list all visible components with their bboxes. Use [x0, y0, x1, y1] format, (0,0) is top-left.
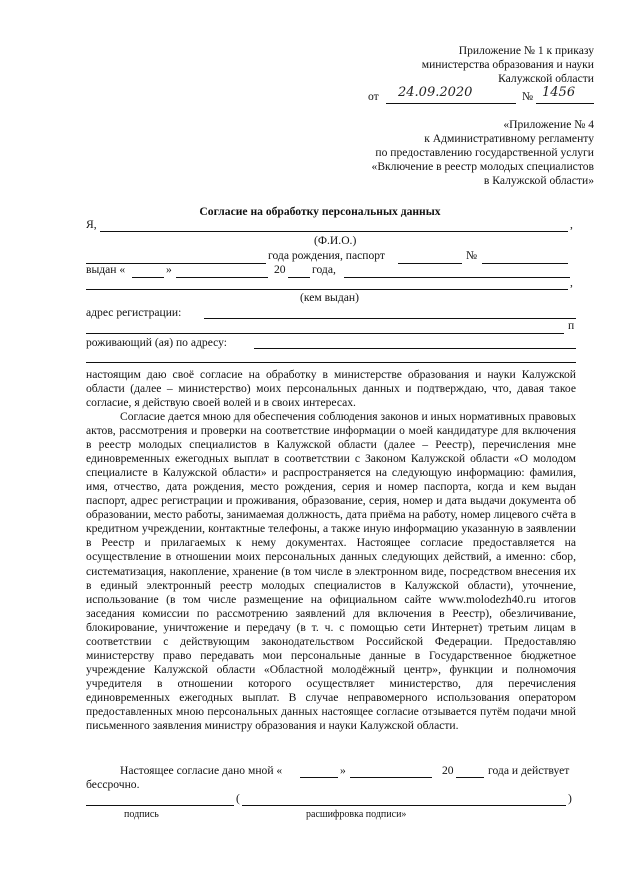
sign-open-paren: ( [236, 792, 240, 805]
given-quote: » [340, 764, 346, 777]
passport-series-field [398, 263, 462, 264]
given-suffix: года и действует [488, 764, 570, 777]
issued-year-prefix: 20 [274, 263, 286, 276]
address-field-1 [204, 318, 576, 319]
given-year-field [456, 777, 484, 778]
residence-field-2 [86, 362, 576, 363]
given-day-field [300, 777, 338, 778]
address-field-2 [86, 333, 564, 334]
header-line-3: Калужской области [498, 72, 594, 85]
document-title: Согласие на обработку персональных данных [199, 205, 441, 218]
issued-by-field-2 [86, 289, 568, 290]
issued-quote-close: » [166, 263, 172, 276]
fio-field [100, 231, 568, 232]
issued-comma: , [570, 276, 573, 289]
decode-caption: расшифровка подписи» [306, 809, 407, 820]
consent-paragraph-1: настоящим даю своё согласие на обработку в министерстве образования и науки Калужской области (далее – министерство) моих персональных данных и подтверждаю, что, давая такое согласие, я действую своей волей и в своих интересах. [86, 368, 576, 410]
appendix-line-2: к Административному регламенту [424, 132, 594, 145]
number-label: № [522, 90, 534, 103]
sign-close-paren: ) [568, 792, 572, 805]
signature-decode-field [242, 805, 566, 806]
birth-label: года рождения, паспорт [268, 249, 385, 262]
residence-field-1 [254, 348, 576, 349]
number-underline [536, 103, 594, 104]
header-line-1: Приложение № 1 к приказу [458, 44, 594, 57]
order-number: 1456 [542, 85, 576, 100]
date-underline [386, 103, 516, 104]
fio-comma: , [570, 218, 573, 231]
p-letter: п [568, 319, 575, 332]
given-year: 20 [442, 764, 454, 777]
appendix-line-5: в Калужской области» [483, 174, 594, 187]
appendix-line-3: по предоставлению государственной услуги [375, 146, 594, 159]
residing-label: роживающий (ая) по адресу: [86, 336, 228, 349]
issued-by-field-1 [344, 277, 570, 278]
address-label: адрес регистрации: [86, 306, 182, 319]
given-month-field [350, 777, 432, 778]
issued-label: выдан « [86, 263, 126, 276]
issued-by-caption: (кем выдан) [300, 291, 359, 304]
header-line-2: министерства образования и науки [421, 58, 594, 71]
signature-field [86, 805, 234, 806]
order-date: 24.09.2020 [398, 85, 473, 100]
given-prefix: Настоящее согласие дано мной « [120, 764, 283, 777]
given-end: бессрочно. [86, 778, 140, 791]
fio-caption: (Ф.И.О.) [314, 234, 357, 247]
passport-number-field [482, 263, 568, 264]
passport-no-label: № [466, 249, 478, 262]
consent-paragraph-2: Согласие дается мною для обеспечения соблюдения законов и иных нормативных правовых актов, рассмотрения и проверки на соответствие информации о моей кандидатуре для включения в реестр молодых специалистов в Калужской области (далее – Реестр), перечисления мне единовременных ежегодных выплат в соответствии с Законом Калужской области «О молодом специалисте в Калужской области» и распространяется на следующую информацию: фамилия, имя, отчество, дата рождения, место рождения, серия и номер паспорта, когда и кем выдан паспорт, адрес регистрации и проживания, образование, серия, номер и дата выдачи документа об образовании, место работы, занимаемая должность, дата приёма на работу, номер лицевого счёта в кредитном учреждении, контактные телефоны, а также иную информацию указанную в заявлении в Реестр и прилагаемых к нему документах. Настоящее согласие предоставляется на осуществление в отношении моих персональных данных следующих действий, а именно: сбор, систематизация, накопление, хранение (в том числе в электронном виде, посредством внесения их в единый электронный реестр молодых специалистов в Калужской области), уточнение, использование (в том числе размещение на официальном сайте www.molodezh40.ru итогов заседания комиссии по рассмотрению заявлений для включения в Реестр), обезличивание, блокирование, уничтожение и передачу (в т. ч. с помощью сети Интернет) третьим лицам в соответствии с действующим законодательством Российской Федерации. Предоставляю министерству право передавать мои персональные данные в Государственное бюджетное учреждение Калужской области «Областной молодёжный центр», функции и полномочия учредителя в отношении которого осуществляет министерство, для перечисления единовременных ежегодных выплат. В случае неправомерного использования оператором предоставленных мною персональных данных настоящее согласие отзывается путём подачи мной письменного заявления министру образования и науки Калужской области. [86, 410, 577, 733]
i-label: Я, [86, 218, 97, 231]
issued-day-field [132, 277, 164, 278]
year-label: года, [312, 263, 336, 276]
sign-caption: подпись [124, 809, 159, 820]
appendix-line-1: «Приложение № 4 [503, 118, 594, 131]
appendix-line-4: «Включение в реестр молодых специалистов [371, 160, 594, 173]
issued-month-field [176, 277, 268, 278]
from-label: от [368, 90, 379, 103]
issued-year-field [288, 277, 310, 278]
